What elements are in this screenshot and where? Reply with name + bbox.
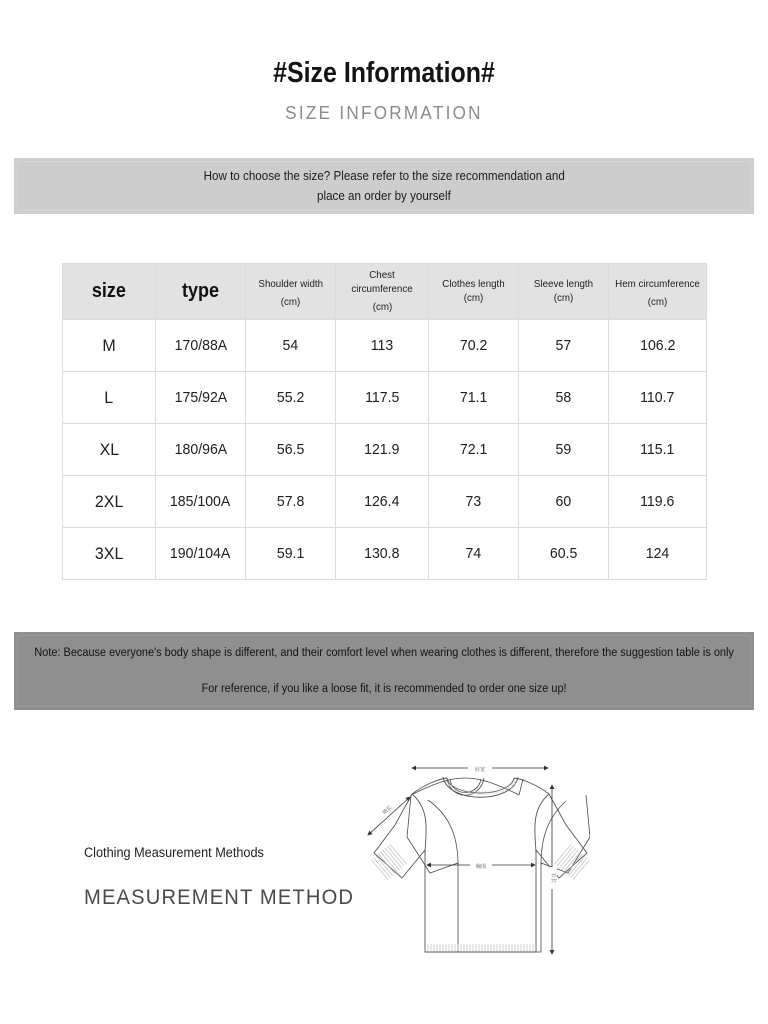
shoulder-width-dimension	[412, 763, 548, 773]
cell-length: 71.1	[429, 372, 519, 424]
cell-size: 3XL	[63, 528, 156, 580]
column-header-size-label: size	[91, 280, 127, 302]
column-header-chest-circumference-line2: (cm)	[372, 301, 392, 313]
measurement-method-cn: Clothing Measurement Methods	[84, 845, 264, 860]
cell-shoulder: 54	[246, 320, 336, 372]
page-subtitle: SIZE INFORMATION	[285, 102, 483, 123]
column-header-hem-circumference	[609, 264, 707, 320]
cell-shoulder: 56.5	[246, 424, 336, 476]
tshirt-measurement-diagram	[340, 745, 590, 985]
cell-length: 74	[429, 528, 519, 580]
collar-hatch	[447, 781, 515, 793]
cell-shoulder: 55.2	[246, 372, 336, 424]
column-header-type-label: type	[181, 280, 220, 302]
page-title: #Size Information#	[273, 57, 495, 89]
table-row	[63, 528, 707, 580]
note-banner	[14, 632, 754, 710]
cell-sleeve: 60	[519, 476, 609, 528]
chest-label: 胸围	[475, 864, 487, 870]
sleeve-length-label: 袖长	[381, 804, 394, 816]
column-header-shoulder-width-line2: (cm)	[280, 295, 301, 308]
cell-type: 180/96A	[156, 424, 246, 476]
clothes-length-dimension	[546, 785, 558, 954]
clothes-length-label: 衣长	[550, 872, 556, 884]
cell-size: XL	[63, 424, 156, 476]
sleeve-length-dimension	[368, 797, 410, 835]
table-row	[63, 424, 707, 476]
measurement-method-heading	[84, 845, 365, 910]
column-header-sleeve-length-label: Sleeve length (cm)	[533, 278, 594, 304]
table-header-row	[63, 264, 707, 320]
column-header-shoulder-width	[246, 264, 336, 320]
column-header-chest-circumference	[336, 264, 429, 320]
column-header-type	[156, 264, 246, 320]
column-header-size	[63, 264, 156, 320]
cell-chest: 121.9	[336, 424, 429, 476]
cell-sleeve: 57	[519, 320, 609, 372]
column-header-clothes-length-label: Clothes length (cm)	[442, 278, 505, 304]
column-header-hem-circumference-line1: Hem circumference	[615, 277, 700, 290]
left-cuff-hatch	[371, 844, 408, 881]
cell-hem: 115.1	[609, 424, 707, 476]
cell-hem: 110.7	[609, 372, 707, 424]
cell-type: 175/92A	[156, 372, 246, 424]
cell-type: 170/88A	[156, 320, 246, 372]
page-header	[0, 58, 768, 124]
cell-size: L	[63, 372, 156, 424]
cell-chest: 113	[336, 320, 429, 372]
size-chart-table	[62, 263, 707, 580]
note-line-2: For reference, if you like a loose fit, it is recommended to order one size up!	[201, 683, 567, 695]
table-row	[63, 476, 707, 528]
cell-sleeve: 58	[519, 372, 609, 424]
note-line-1: Note: Because everyone's body shape is different, and their comfort level when wearing clothes is different, therefore the suggestion table is only	[34, 647, 734, 659]
cell-type: 185/100A	[156, 476, 246, 528]
intro-banner	[14, 158, 754, 214]
cell-shoulder: 57.8	[246, 476, 336, 528]
cell-hem: 124	[609, 528, 707, 580]
cell-type: 190/104A	[156, 528, 246, 580]
column-header-chest-circumference-line1: Chest circumference	[351, 269, 413, 295]
cell-size: M	[63, 320, 156, 372]
table-row	[63, 320, 707, 372]
shoulder-width-label: 肩宽	[474, 767, 486, 773]
cell-chest: 126.4	[336, 476, 429, 528]
cell-length: 70.2	[429, 320, 519, 372]
cell-size: 2XL	[63, 476, 156, 528]
cell-sleeve: 60.5	[519, 528, 609, 580]
column-header-clothes-length	[429, 264, 519, 320]
cell-shoulder: 59.1	[246, 528, 336, 580]
cell-hem: 106.2	[609, 320, 707, 372]
cell-chest: 117.5	[336, 372, 429, 424]
intro-line-1: How to choose the size? Please refer to the size recommendation and	[203, 169, 565, 183]
cell-hem: 119.6	[609, 476, 707, 528]
column-header-sleeve-length	[519, 264, 609, 320]
cell-length: 72.1	[429, 424, 519, 476]
column-header-hem-circumference-line2: (cm)	[647, 295, 668, 308]
cell-chest: 130.8	[336, 528, 429, 580]
intro-line-2: place an order by yourself	[317, 189, 451, 203]
measurement-method-en: MEASUREMENT METHOD	[84, 886, 355, 909]
cell-length: 73	[429, 476, 519, 528]
hem-hatch	[426, 944, 535, 951]
cell-sleeve: 59	[519, 424, 609, 476]
column-header-shoulder-width-line1: Shoulder width	[258, 277, 323, 290]
table-row	[63, 372, 707, 424]
